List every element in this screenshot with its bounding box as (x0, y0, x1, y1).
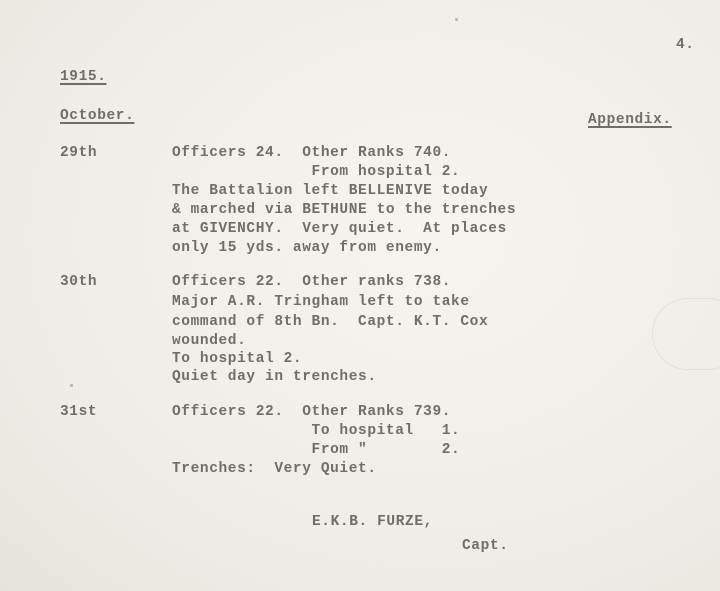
entry-line: Quiet day in trenches. (172, 369, 377, 385)
entry-line: only 15 yds. away from enemy. (172, 240, 442, 256)
year-heading: 1915. (60, 69, 107, 85)
entry-line: To hospital 2. (172, 351, 303, 367)
entry-line: From " 2. (172, 442, 461, 458)
entry-date: 30th (60, 274, 98, 290)
entry-line: Officers 22. Other Ranks 739. (172, 404, 452, 420)
page-number: 4. (676, 37, 695, 53)
entry-line: at GIVENCHY. Very quiet. At places (172, 221, 507, 237)
signature-name: E.K.B. FURZE, (312, 514, 433, 530)
entry-date: 31st (60, 404, 98, 420)
entry-line: To hospital 1. (172, 423, 461, 439)
signature-rank: Capt. (462, 538, 509, 554)
entry-line: Officers 22. Other ranks 738. (172, 274, 452, 290)
entry-line: Trenches: Very Quiet. (172, 461, 377, 477)
appendix-heading: Appendix. (588, 112, 672, 128)
entry-line: Officers 24. Other Ranks 740. (172, 145, 452, 161)
entry-date: 29th (60, 145, 98, 161)
ink-speck (70, 384, 73, 387)
entry-line: wounded. (172, 333, 247, 349)
entry-line: Major A.R. Tringham left to take (172, 294, 470, 310)
month-heading: October. (60, 108, 135, 124)
entry-line: & marched via BETHUNE to the trenches (172, 202, 517, 218)
entry-line: From hospital 2. (172, 164, 461, 180)
faint-stamp-mark (652, 298, 720, 370)
entry-line: The Battalion left BELLENIVE today (172, 183, 489, 199)
entry-line: command of 8th Bn. Capt. K.T. Cox (172, 314, 489, 330)
ink-speck (455, 18, 458, 21)
